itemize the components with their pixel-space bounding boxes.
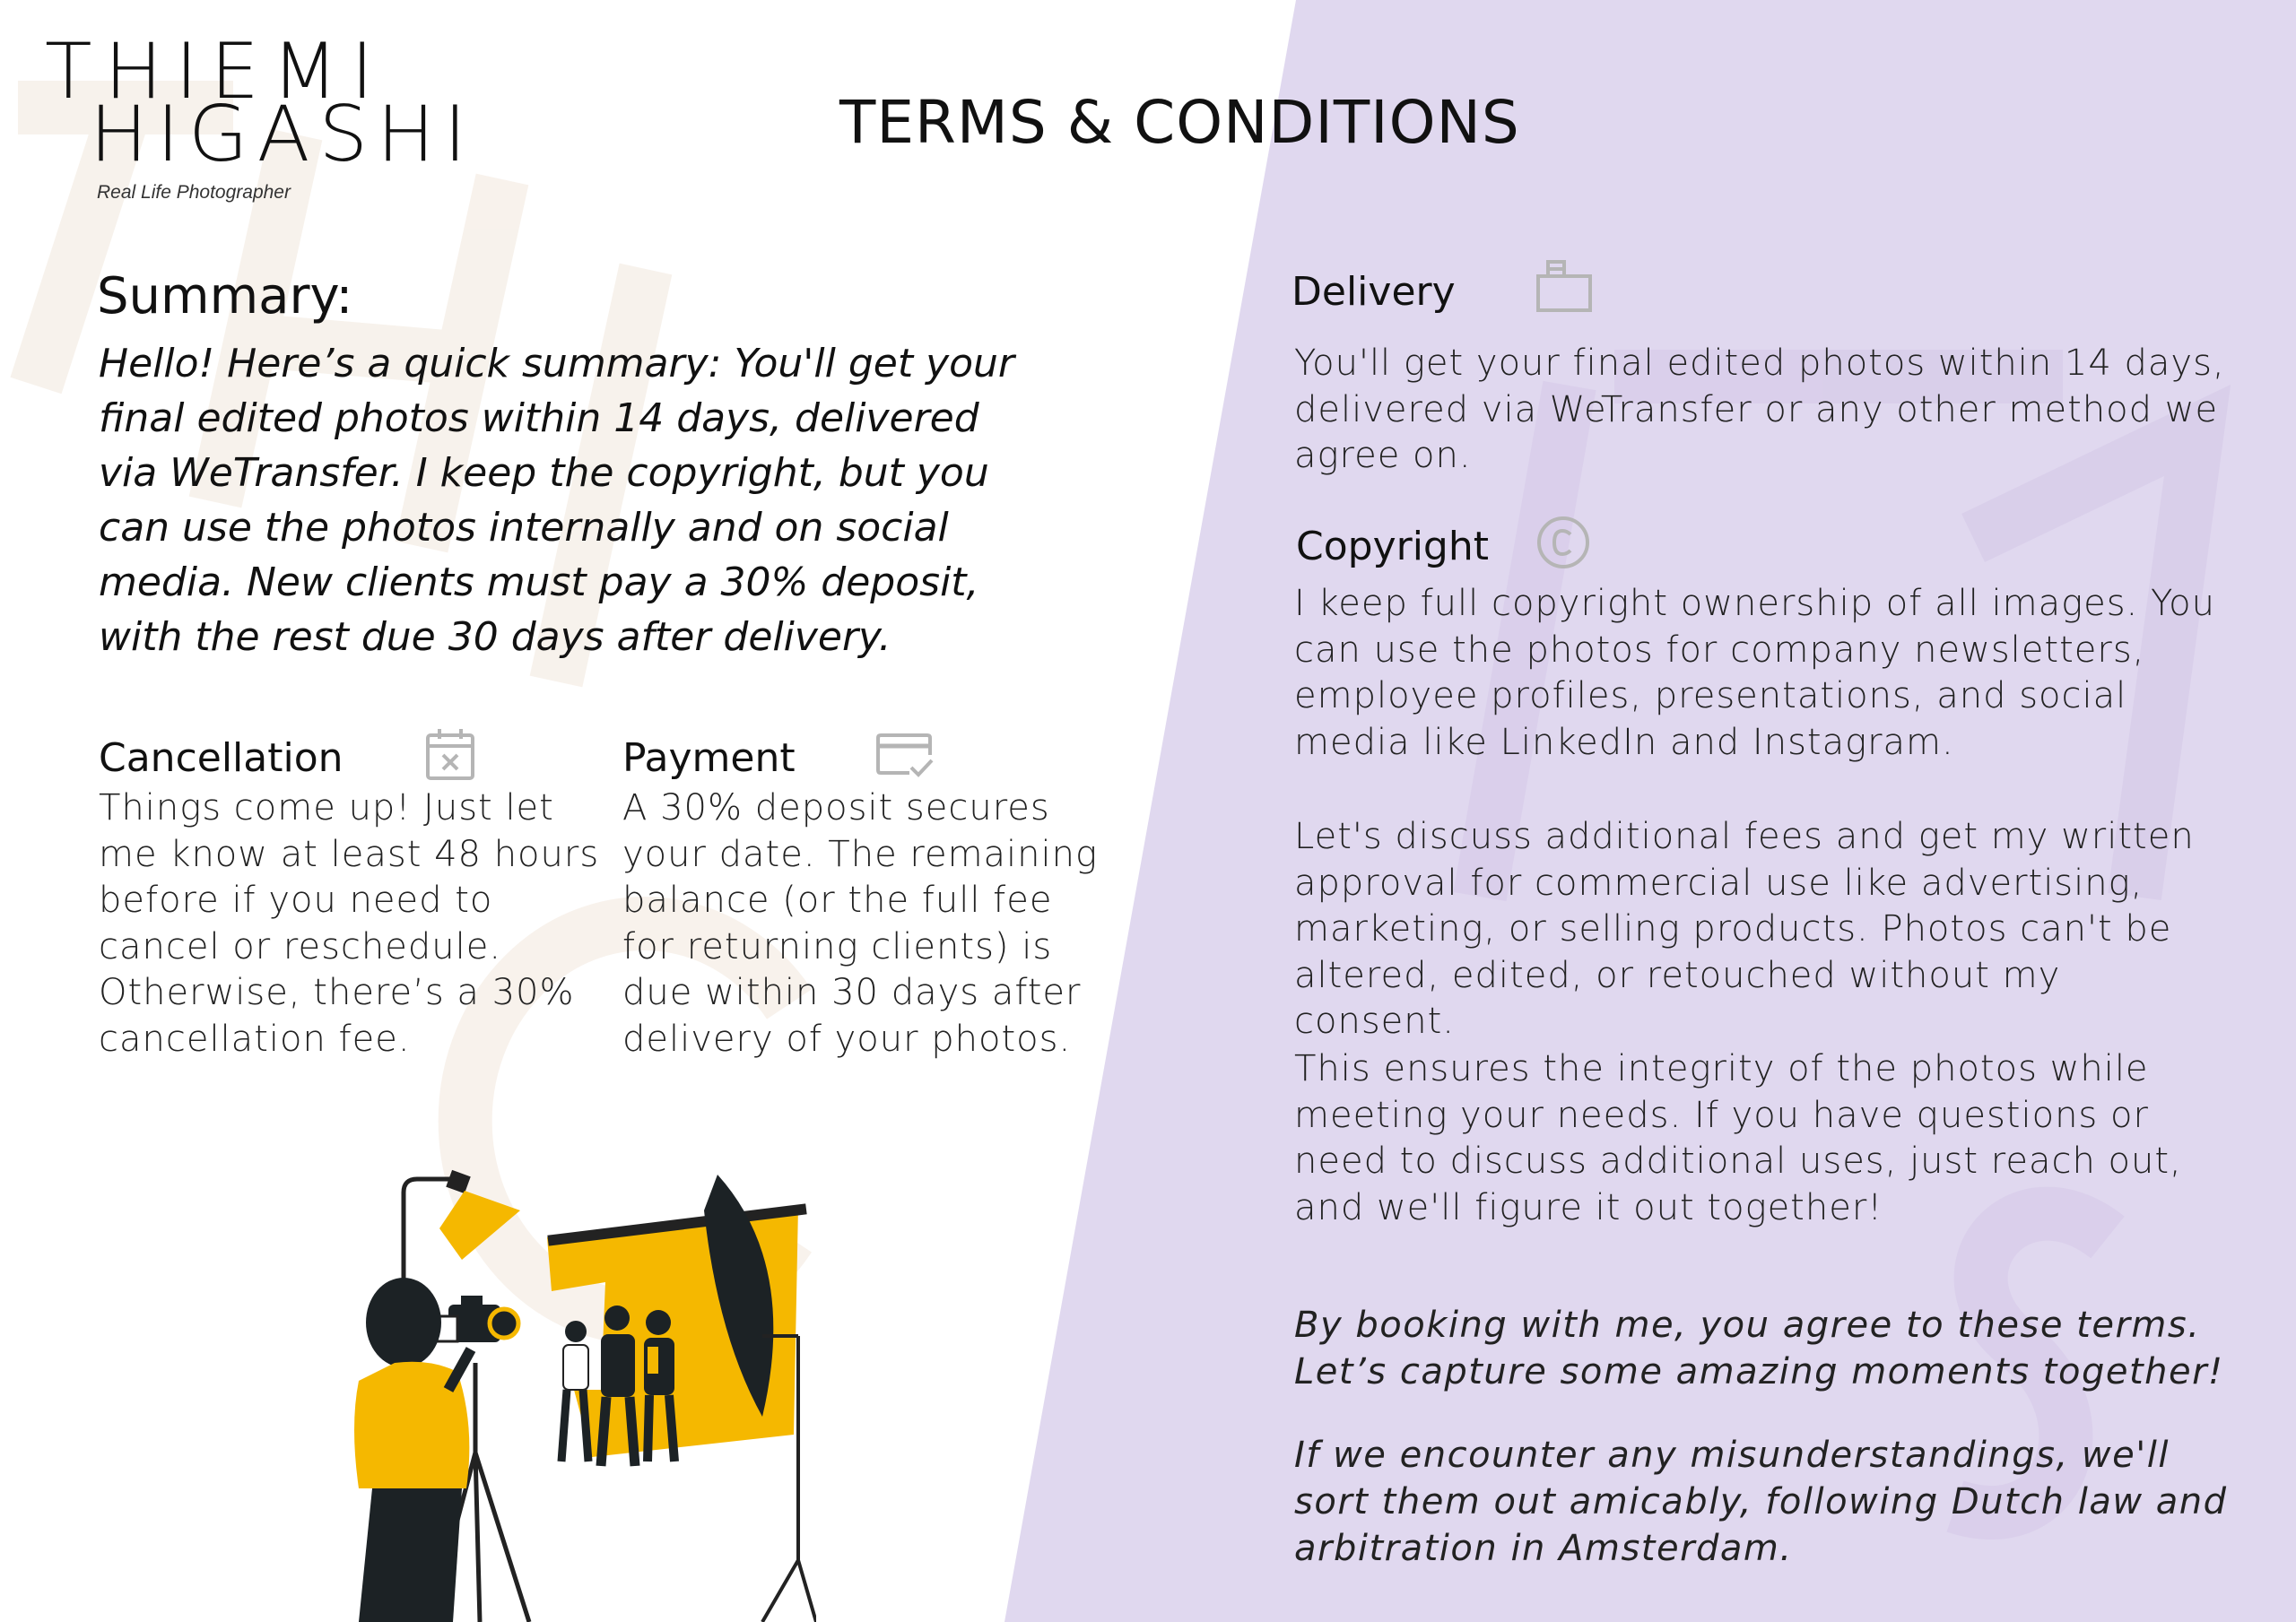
summary-text: Hello! Here’s a quick summary: You'll get your final edited photos within 14 days, delivered via WeTransfer. I keep the copyright, but you can use the photos internally and on social media. New clients must pay a 30% deposit, with the rest due 30 days after delivery. [99, 341, 1015, 660]
copyright-heading: Copyright [1296, 524, 1489, 569]
copyright-paragraph-2: Let's discuss additional fees and get my written approval for commercial use like advertising, marketing, or selling products. Photos can't be altered, edited, or retouched without my consent. [1294, 816, 2195, 1042]
page-title: TERMS & CONDITIONS [839, 88, 1520, 157]
payment-text: A 30% deposit secures your date. The remaining balance (or the full fee for returning clients) is due within 30 days after delivery of your photos. [622, 787, 1098, 1060]
copyright-icon [1535, 515, 1591, 570]
lamp-shade [439, 1191, 520, 1260]
lamp-head [446, 1170, 471, 1193]
legal-text: If we encounter any misunderstandings, we'll sort them out amicably, following Dutch law and arbitration in Amsterdam. [1294, 1435, 2228, 1569]
cancellation-heading: Cancellation [99, 735, 344, 781]
calendar-x-icon [425, 726, 475, 782]
copyright-paragraph-1: I keep full copyright ownership of all images. You can use the photos for company newsletters, employee profiles, presentations, and social media like LinkedIn and Instagram. [1294, 583, 2215, 763]
photoshoot-illustration [296, 1157, 816, 1622]
copyright-paragraph-3: This ensures the integrity of the photos while meeting your needs. If you have questions or need to discuss additional uses, just reach out, and we'll figure it out together! [1294, 1048, 2182, 1228]
brand-tagline: Real Life Photographer [97, 182, 291, 203]
agreement-text: By booking with me, you agree to these terms. Let’s capture some amazing moments together! [1294, 1305, 2224, 1392]
brand-name-line1: THIEMI [45, 27, 387, 117]
cancellation-text: Things come up! Just let me know at least 48 hours before if you need to cancel or reschedule. Otherwise, there’s a 30% cancellation fee. [99, 787, 600, 1060]
package-icon [1535, 258, 1593, 314]
delivery-heading: Delivery [1292, 269, 1456, 315]
brand-logo [45, 27, 476, 179]
camera-lens [490, 1309, 518, 1338]
brand-name-line2: HIGASHI [90, 90, 476, 179]
summary-heading: Summary: [97, 267, 353, 325]
delivery-text: You'll get your final edited photos within 14 days, delivered via WeTransfer or any other method we agree on. [1294, 343, 2225, 476]
payment-heading: Payment [622, 735, 796, 781]
credit-card-check-icon [875, 732, 935, 782]
